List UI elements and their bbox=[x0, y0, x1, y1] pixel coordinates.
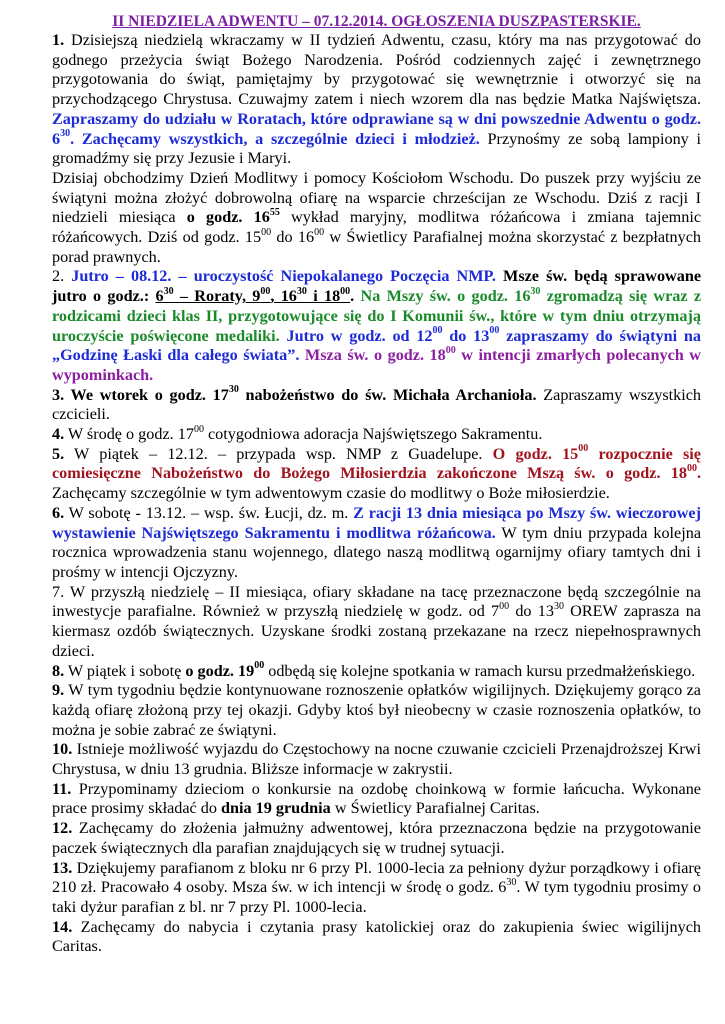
announcement-1: 1. Dzisiejszą niedzielą wkraczamy w II tydzień Adwentu, czasu, który ma nas przygotować do godnego przeżycia świąt Bożego Narodzenia. Pośród codziennych zajęć i zewnętrznego przygotowania do świąt, pamiętajmy by przygotować się wewnętrznie i otworzyć się na przychodzącego Chrystusa. Czuwajmy zatem i niech wzorem dla nas będzie Matka Najświętsza. Zapraszamy do udziału w Roratach, które odprawiane są w dni powszednie Adwentu o godz. $6^{30}$. Zachęcamy wszystkich, a szczególnie dzieci i młodzież. Przynośmy ze sobą lampiony i gromadźmy się przy Jezusie i Maryi. bbox=[52, 31, 701, 168]
announcement-4: 4. W środę o godz. $17^{00}$ cotygodniowa adoracja Najświętszego Sakramentu. bbox=[52, 423, 543, 444]
announcement-10: 10. Istnieje możliwość wyjazdu do Częstochowy na nocne czuwanie czcicieli Przenajdroższej Krwi Chrystusa, w dniu 13 grudnia. Bliższe informacje w zakrystii. bbox=[52, 740, 701, 779]
announcement-12: 12. Zachęcamy do złożenia jałmużny adwentowej, która przeznaczona będzie na przygotowanie paczek świątecznych dla parafian znajdujących się w trudnej sytuacji. bbox=[52, 819, 701, 857]
announcement-8: 8. W piątek i sobotę o godz. $19^{00}$ odbędą się kolejne spotkania w ramach kursu przedmałżeńskiego. bbox=[52, 660, 696, 680]
announcement-7: 7. W przyszłą niedzielę – II miesiąca, ofiary składane na tacę przeznaczone będą szczególnie na inwestycje parafialne. Również w przyszłą niedzielę w godz. od $7^{00}$ do $13^{30}$ OREW zaprasza na kiermasz ozdób świątecznych. Uzyskane środki zostaną przekazane na rzecz niepełnosprawnych dzieci. bbox=[52, 582, 701, 660]
announcement-3: 3. We wtorek o godz. $17^{30}$ nabożeństwo do św. Michała Archanioła. Zapraszamy wszystkich czcicieli. bbox=[52, 384, 701, 424]
announcement-11: 11. Przypominamy dzieciom o konkursie na ozdobę choinkową w formie łańcucha. Wykonane prace prosimy składać do dnia 19 grudnia w Świetlicy Parafialnej Caritas. bbox=[52, 779, 701, 818]
page-title: II NIEDZIELA ADWENTU – 07.12.2014. OGŁOSZENIA DUSZPASTERSKIE. bbox=[112, 13, 641, 30]
announcement-5: 5. W piątek – 12.12. – przypada wsp. NMP z Guadelupe. O godz. $15^{00}$ rozpocznie się comiesięczne Nabożeństwo do Bożego Miłosierdzia zakończone Mszą św. o godz. $18^{00}$. Zachęcamy szczególnie w tym adwentowym czasie do modlitwy o Boże miłosierdzie. bbox=[52, 443, 701, 503]
announcement-6: 6. W sobotę - 13.12. – wsp. św. Łucji, dz. m. Z racji 13 dnia miesiąca po Mszy św. wieczorowej wystawienie Najświętszego Sakramentu i modlitwa różańcowa. W tym dniu przypada kolejna rocznica wprowadzenia stanu wojennego, dlatego naszą modlitwą ogarnijmy ofiary tamtych dni i prośmy w intencji Ojczyzny. bbox=[52, 503, 702, 581]
announcement-2: 2. Jutro – 08.12. – uroczystość Niepokalanego Poczęcia NMP. Msze św. będą sprawowane jutro o godz.: $6^{30}$ – Roraty, $9^{00}$, $16^{30}$ i $18^{00}$. Na Mszy św. o godz. $16^{30}$ zgromadzą się wraz z rodzicami dzieci klas II, przygotowujące się do I Komunii św., które w tym dniu otrzymają uroczyście poświęcone medaliki. Jutro w godz. od $12^{00}$ do $13^{00}$ zapraszamy do świątyni na „Godzinę Łaski dla całego świata”. Msza św. o godz. $18^{00}$ w intencji zmarłych polecanych w wypominkach. bbox=[52, 267, 702, 384]
announcement-13: 13. Dziękujemy parafianom z bloku nr 6 przy Pl. 1000-lecia za pełniony dyżur porządkowy i ofiarę 210 zł. Pracowało 4 osoby. Msza św. w ich intencji w środę o godz. $6^{30}$. W tym tygodniu prosimy o taki dyżur parafian z bl. nr 7 przy Pl. 1000-lecia. bbox=[52, 858, 702, 916]
announcement-9: 9. W tym tygodniu będzie kontynuowane roznoszenie opłatków wigilijnych. Dziękujemy gorąco za każdą ofiarę złożoną przy tej okazji. Gdyby ktoś był nieobecny w czasie roznoszenia opłatków, to można je sobie zabrać ze świątyni. bbox=[52, 681, 701, 739]
announcement-14: 14. Zachęcamy do nabycia i czytania prasy katolickiej oraz do zakupienia świec wigilijnych Caritas. bbox=[52, 917, 701, 956]
announcement-1b: Dzisiaj obchodzimy Dzień Modlitwy i pomocy Kościołom Wschodu. Do puszek przy wyjściu ze świątyni można złożyć dobrowolną ofiarę na wsparcie chrześcijan ze Wschodu. Dziś z racji I niedzieli miesiąca o godz. $16^{55}$ wykład maryjny, modlitwa różańcowa i zmiana tajemnic różańcowych. Dziś od godz. $15^{00}$ do $16^{00}$ w Świetlicy Parafialnej można skorzystać z bezpłatnych porad prawnych. bbox=[52, 168, 702, 266]
